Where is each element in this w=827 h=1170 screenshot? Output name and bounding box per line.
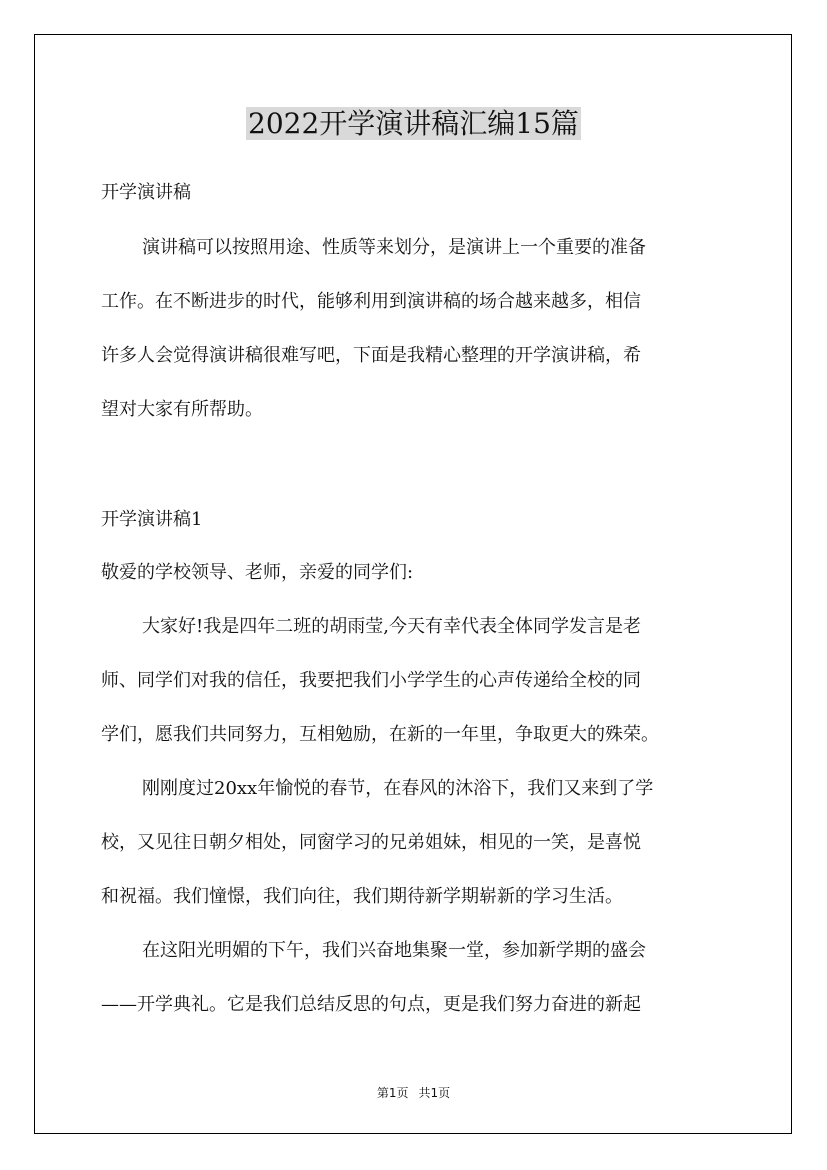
section-heading: 开学演讲稿 — [101, 182, 191, 203]
paragraph-line: ——开学典礼。它是我们总结反思的句点，更是我们努力奋进的新起 — [101, 994, 641, 1015]
salutation: 敬爱的学校领导、老师，亲爱的同学们: — [101, 562, 414, 583]
intro-line: 许多人会觉得演讲稿很难写吧，下面是我精心整理的开学演讲稿，希 — [101, 345, 641, 366]
page-number: 第1页 — [376, 1086, 409, 1100]
page-total: 共1页 — [418, 1086, 451, 1100]
paragraph-line: 和祝福。我们憧憬，我们向往，我们期待新学期崭新的学习生活。 — [101, 886, 623, 907]
intro-line: 工作。在不断进步的时代，能够利用到演讲稿的场合越来越多，相信 — [101, 291, 641, 312]
paragraph-line: 学们，愿我们共同努力，互相勉励，在新的一年里，争取更大的殊荣。 — [101, 724, 659, 745]
intro-line: 演讲稿可以按照用途、性质等来划分，是演讲上一个重要的准备 — [142, 237, 646, 258]
paragraph-line: 在这阳光明媚的下午，我们兴奋地集聚一堂，参加新学期的盛会 — [142, 940, 646, 961]
paragraph-line: 师、同学们对我的信任，我要把我们小学学生的心声传递给全校的同 — [101, 670, 641, 691]
document-title-text: 2022开学演讲稿汇编15篇 — [248, 107, 579, 140]
paragraph-line: 大家好!我是四年二班的胡雨莹,今天有幸代表全体同学发言是老 — [142, 616, 641, 637]
page-footer — [0, 1085, 827, 1101]
document-title — [0, 104, 827, 144]
paragraph-line: 刚刚度过20xx年愉悦的春节，在春风的沐浴下，我们又来到了学 — [142, 778, 654, 799]
intro-line: 望对大家有所帮助。 — [101, 399, 263, 420]
speech-heading: 开学演讲稿1 — [101, 509, 203, 530]
paragraph-line: 校，又见往日朝夕相处，同窗学习的兄弟姐妹，相见的一笑，是喜悦 — [101, 832, 641, 853]
